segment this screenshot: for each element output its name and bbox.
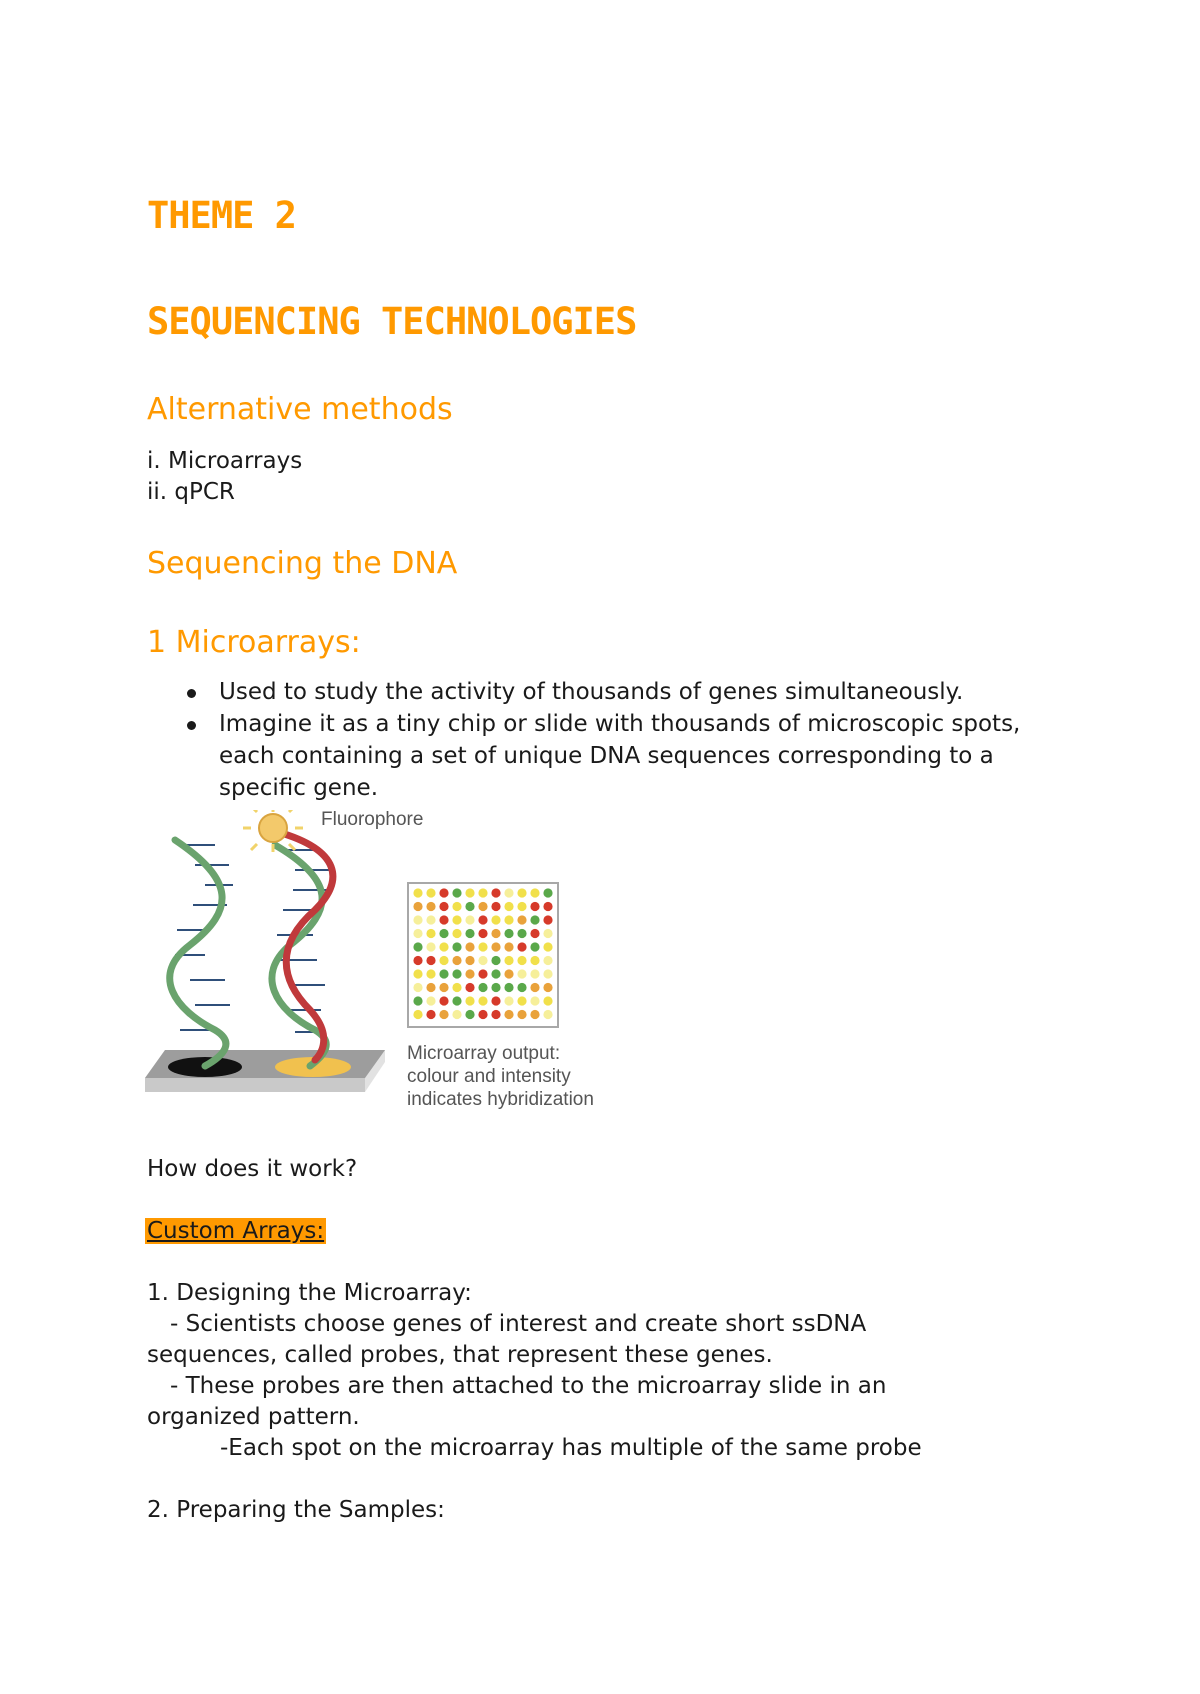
microarray-spot bbox=[452, 996, 461, 1005]
microarray-spot bbox=[517, 929, 526, 938]
microarray-spot bbox=[465, 929, 474, 938]
step1-line1: - Scientists choose genes of interest and create short ssDNA bbox=[170, 1311, 867, 1337]
how-it-works-question: How does it work? bbox=[147, 1156, 358, 1182]
microarray-spot bbox=[452, 915, 461, 924]
microarray-spot bbox=[517, 983, 526, 992]
microarray-spot bbox=[543, 929, 552, 938]
alt-method-item-1: i. Microarrays bbox=[147, 448, 303, 474]
fluorophore-sun-icon bbox=[243, 810, 303, 852]
microarray-dot-grid bbox=[409, 884, 557, 1026]
microarray-spot bbox=[517, 956, 526, 965]
microarrays-heading: 1 Microarrays: bbox=[147, 625, 361, 660]
microarray-spot bbox=[439, 902, 448, 911]
output-caption-line-3: indicates hybridization bbox=[407, 1089, 594, 1110]
microarray-spot bbox=[426, 1010, 435, 1019]
microarray-spot bbox=[478, 929, 487, 938]
microarray-spot bbox=[465, 983, 474, 992]
microarray-spot bbox=[413, 969, 422, 978]
microarray-spot bbox=[465, 888, 474, 897]
step1-title: 1. Designing the Microarray: bbox=[147, 1280, 472, 1306]
dna-strand-right bbox=[272, 832, 333, 1066]
microarray-spot bbox=[478, 942, 487, 951]
microarray-spot bbox=[530, 996, 539, 1005]
microarray-spot bbox=[439, 956, 448, 965]
microarray-spot bbox=[439, 942, 448, 951]
microarray-spot bbox=[465, 915, 474, 924]
microarray-spot bbox=[413, 983, 422, 992]
microarray-spot bbox=[530, 1010, 539, 1019]
microarray-spot bbox=[504, 942, 513, 951]
microarray-spot bbox=[413, 996, 422, 1005]
microarray-spot bbox=[543, 1010, 552, 1019]
microarray-spot bbox=[452, 902, 461, 911]
microarray-spot bbox=[439, 888, 448, 897]
step2-title: 2. Preparing the Samples: bbox=[147, 1497, 445, 1523]
microarray-spot bbox=[543, 969, 552, 978]
fluorophore-label: Fluorophore bbox=[321, 809, 424, 830]
microarray-spot bbox=[465, 902, 474, 911]
microarray-spot bbox=[491, 1010, 500, 1019]
microarray-spot bbox=[439, 915, 448, 924]
step1-line3: -Each spot on the microarray has multiple of the same probe bbox=[220, 1435, 922, 1461]
step1-line2: - These probes are then attached to the microarray slide in an bbox=[170, 1373, 887, 1399]
step1-line2b: organized pattern. bbox=[147, 1404, 360, 1430]
microarray-spot bbox=[426, 888, 435, 897]
dna-strand-left bbox=[170, 840, 233, 1066]
microarray-spot bbox=[504, 915, 513, 924]
microarray-spot bbox=[478, 1010, 487, 1019]
microarray-spot bbox=[517, 942, 526, 951]
microarray-spot bbox=[478, 956, 487, 965]
microarray-spot bbox=[491, 942, 500, 951]
bullet-text: Imagine it as a tiny chip or slide with thousands of microscopic spots, each containing a set of unique DNA sequences corresponding to a specific gene. bbox=[219, 711, 1021, 801]
microarray-spot bbox=[426, 929, 435, 938]
microarray-bullet-list bbox=[147, 676, 1067, 804]
microarray-spot bbox=[426, 983, 435, 992]
microarray-spot bbox=[504, 996, 513, 1005]
microarray-spot bbox=[543, 996, 552, 1005]
bullet-icon bbox=[187, 689, 196, 698]
microarray-spot bbox=[413, 902, 422, 911]
microarray-spot bbox=[543, 942, 552, 951]
bullet-icon bbox=[187, 721, 196, 730]
microarray-spot bbox=[491, 902, 500, 911]
microarray-spot bbox=[530, 969, 539, 978]
list-item bbox=[147, 708, 1067, 804]
microarray-spot bbox=[530, 888, 539, 897]
output-caption-line-2: colour and intensity bbox=[407, 1066, 571, 1087]
microarray-spot bbox=[504, 969, 513, 978]
slide-edge bbox=[145, 1078, 365, 1092]
microarray-spot bbox=[413, 942, 422, 951]
microarray-spot bbox=[491, 929, 500, 938]
microarray-spot bbox=[491, 888, 500, 897]
microarray-spot bbox=[530, 956, 539, 965]
microarray-spot bbox=[426, 902, 435, 911]
microarray-spot bbox=[517, 915, 526, 924]
microarray-spot bbox=[439, 983, 448, 992]
microarray-spot bbox=[452, 969, 461, 978]
microarray-figure bbox=[145, 810, 635, 1115]
microarray-spot bbox=[543, 915, 552, 924]
microarray-spot bbox=[426, 996, 435, 1005]
microarray-spot bbox=[478, 888, 487, 897]
microarray-spot bbox=[465, 956, 474, 965]
microarray-spot bbox=[478, 915, 487, 924]
microarray-spot bbox=[413, 915, 422, 924]
microarray-spot bbox=[517, 996, 526, 1005]
custom-arrays-label bbox=[145, 1216, 326, 1247]
microarray-spot bbox=[517, 1010, 526, 1019]
microarray-spot bbox=[452, 1010, 461, 1019]
microarray-spot bbox=[543, 983, 552, 992]
microarray-spot bbox=[504, 956, 513, 965]
microarray-spot bbox=[413, 888, 422, 897]
microarray-spot bbox=[452, 942, 461, 951]
microarray-spot bbox=[478, 996, 487, 1005]
microarray-spot bbox=[530, 942, 539, 951]
theme-heading: THEME 2 bbox=[147, 194, 296, 237]
microarray-spot bbox=[530, 983, 539, 992]
step1-line1b: sequences, called probes, that represent these genes. bbox=[147, 1342, 773, 1368]
microarray-spot bbox=[491, 969, 500, 978]
microarray-spot bbox=[491, 983, 500, 992]
microarray-spot bbox=[491, 915, 500, 924]
microarray-spot bbox=[452, 956, 461, 965]
microarray-spot bbox=[439, 969, 448, 978]
microarray-spot bbox=[530, 902, 539, 911]
microarray-spot bbox=[439, 1010, 448, 1019]
microarray-spot bbox=[543, 956, 552, 965]
alternative-methods-heading: Alternative methods bbox=[147, 392, 453, 427]
microarray-spot bbox=[517, 969, 526, 978]
microarray-spot bbox=[504, 1010, 513, 1019]
microarray-spot bbox=[426, 942, 435, 951]
microarray-spot bbox=[439, 996, 448, 1005]
microarray-spot bbox=[491, 956, 500, 965]
microarray-spot bbox=[452, 888, 461, 897]
output-caption-line-1: Microarray output: bbox=[407, 1043, 561, 1064]
microarray-spot bbox=[543, 888, 552, 897]
microarray-spot bbox=[504, 888, 513, 897]
microarray-spot bbox=[413, 929, 422, 938]
microarray-spot bbox=[478, 983, 487, 992]
microarray-spot bbox=[452, 983, 461, 992]
microarray-spot bbox=[413, 956, 422, 965]
microarray-output-grid bbox=[407, 882, 559, 1028]
microarray-spot bbox=[465, 996, 474, 1005]
microarray-spot bbox=[465, 1010, 474, 1019]
microarray-spot bbox=[504, 929, 513, 938]
microarray-spot bbox=[478, 969, 487, 978]
microarray-spot bbox=[426, 915, 435, 924]
microarray-spot bbox=[478, 902, 487, 911]
microarray-spot bbox=[465, 969, 474, 978]
microarray-spot bbox=[465, 942, 474, 951]
bullet-text: Used to study the activity of thousands of genes simultaneously. bbox=[219, 679, 964, 705]
microarray-spot bbox=[504, 902, 513, 911]
microarray-spot bbox=[452, 929, 461, 938]
microarray-spot bbox=[426, 956, 435, 965]
microarray-spot bbox=[439, 929, 448, 938]
page-title: SEQUENCING TECHNOLOGIES bbox=[147, 300, 637, 343]
microarray-spot bbox=[517, 902, 526, 911]
alt-method-item-2: ii. qPCR bbox=[147, 479, 235, 505]
microarray-spot bbox=[530, 915, 539, 924]
microarray-spot bbox=[530, 929, 539, 938]
sequencing-dna-heading: Sequencing the DNA bbox=[147, 546, 458, 581]
microarray-spot bbox=[426, 969, 435, 978]
microarray-spot bbox=[543, 902, 552, 911]
microarray-spot bbox=[504, 983, 513, 992]
microarray-spot bbox=[491, 996, 500, 1005]
list-item bbox=[147, 676, 1067, 708]
microarray-spot bbox=[413, 1010, 422, 1019]
custom-arrays-highlight: Custom Arrays: bbox=[147, 1218, 325, 1244]
microarray-spot bbox=[517, 888, 526, 897]
